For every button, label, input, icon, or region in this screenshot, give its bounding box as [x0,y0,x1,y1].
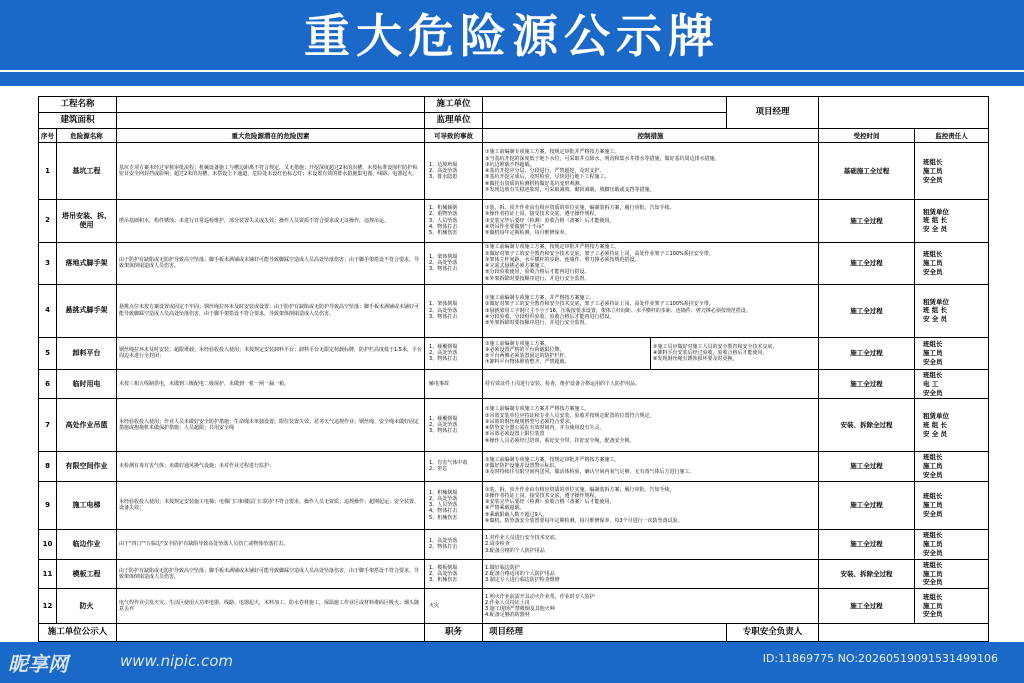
text-line: ④严禁乘载超载。 [485,505,525,512]
row-control [483,337,819,369]
announcer-value [117,623,425,641]
text-line: ④分段验收，分段组织验收，验收合格后才能再进行搭设。 [485,313,615,320]
text-line: ③悬挑梁用工字钢尺寸不小于16，压板按要求设置，架体立杆间距、水平横杆的步距、连墙件、剪刀撑必须按规范搭设。 [485,307,751,314]
text-line: 安全员 [923,578,943,587]
text-line: 施工员 [923,601,943,610]
row-accident [425,452,483,482]
row-control-time: 安装、拆除全过程 [819,559,915,589]
text-line: 租赁单位 [923,412,950,421]
text-line: 1.对作业人员进行安全技术交底。 [485,535,560,542]
col-time: 受控时间 [819,129,915,143]
text-line: ④完需式悬挑必须方案施工。 [485,263,550,270]
text-line: ③安装完毕后要经（检测）验收合格（备案）后才能使用。 [485,217,615,224]
signature-row [39,623,989,641]
text-line: 3、物体打击 [429,356,458,363]
row-seq: 3 [39,242,57,284]
text-line: ②吊篮安装单位应持证和专业人员安装、验收并按规定配置的位置符合规定。 [485,412,655,419]
text-line: 2、高处坠落 [429,570,458,577]
text-line: 班 组 长 [923,216,948,225]
text-line: ③坑边堆载不得超载。 [485,161,535,168]
text-line: 施工员 [923,166,943,175]
row-accident [425,284,483,337]
text-line: ⑥做机、防坠落安全装置要每年定期检测，每月维修保养，每3个月进行一次防坠落试验。 [485,517,683,524]
row-supervisor [915,284,989,337]
row-control-time: 基础施工全过程 [819,143,915,200]
row-supervisor [915,337,989,369]
construction-unit-value [483,97,727,113]
watermark-url: www.nipic.com [120,652,234,670]
text-line: ①施工前编制专项施工方案并严格按方案施工。 [485,406,590,413]
row-hazard: 未检测有毒有害气体；未做好通风换气设施；未对作业过程进行监护； [117,452,425,482]
supervision-unit-value [483,113,727,129]
row-supervisor [915,369,989,399]
text-line: 租赁单位 [923,297,950,306]
text-line: 安全员 [923,388,943,397]
row-accident [425,481,483,530]
row-accident [425,559,483,589]
row-supervisor [915,200,989,242]
text-line: 2、重物坠落 [429,211,458,218]
row-control-time: 施工全过程 [819,369,915,399]
col-supervisor: 监控责任人 [915,129,989,143]
hazard-table [38,96,989,642]
text-line: 2、物体打击 [429,544,458,551]
text-line: 3.制定专人进行临边防护检查维修 [485,577,560,584]
text-line: ②施工员应做好对施工人员的安全教育和安全技术交底。 [653,343,778,350]
row-source-name: 落地式脚手架 [57,242,117,284]
text-line: 租赁单位 [923,207,950,216]
row-accident [425,399,483,452]
col-source-name: 危险源名称 [57,129,117,143]
text-line: 1、倾覆倒塌 [429,343,458,350]
text-line: 1、边坡坍塌 [429,161,458,168]
col-control: 控制措施 [483,129,819,143]
text-line: ②做好对架子工的安全教育和安全技术交底，架子工必须持证上岗，高处作业架子工100%系挂安全带。 [485,250,714,257]
text-line: 班组长 [923,453,943,462]
text-line: ⑤乘载限载人数不超过9人。 [485,511,548,518]
text-line: 1.明火作业前需开具动火作业票，作业时专人监护 [485,593,595,600]
row-control [483,559,819,589]
project-manager-label: 项目经理 [727,97,819,129]
text-line: 安全员 [923,357,943,366]
row-seq: 2 [39,200,57,242]
text-line: ③必须设置严格的平台荷载限位牌。 [485,346,565,353]
text-line: 2.周步检查 [485,541,510,548]
text-line: 施工员 [923,348,943,357]
text-line: 3、机械伤害 [429,577,458,584]
col-seq: 序号 [39,129,57,143]
row-control-time: 施工全过程 [819,337,915,369]
row-source-name: 高处作业吊篮 [57,399,117,452]
text-line: 2、高处坠落 [429,495,458,502]
area-label: 建筑面积 [39,113,117,129]
text-line: ②做好对架子工的安全教育和安全技术交底，架子工必须持证上岗，高处作业架子工100%系挂安全带。 [485,301,714,308]
row-control-time: 施工全过程 [819,200,915,242]
row-hazard: 由于防护有缺陷或无防护导致高空坠落；脚手板未满铺或未铺好可能导致脚踩空造成人员高处坠落伤害；由于脚手架搭设不符合要求，导致架体倒塌造成人员伤害。 [117,242,425,284]
text-line: 3.配备合格的个人防护用品 [485,547,545,554]
row-control [483,284,819,337]
text-line: 安全员 [923,509,943,518]
text-line: ②当基坑开挖的深度低于地下水位，可采取井点降水，明沟和集水井排水等措施，做好基坑周边排水措施。 [485,155,720,162]
hazard-row [39,242,989,284]
text-line: 4、物体打击 [429,508,458,515]
row-accident [425,530,483,560]
row-seq: 8 [39,452,57,482]
row-seq: 11 [39,559,57,589]
supervision-unit-label: 监理单位 [425,113,483,129]
hazard-row [39,559,989,589]
row-supervisor [915,589,989,623]
row-control [483,242,819,284]
row-accident [425,200,483,242]
column-header-row [39,129,989,143]
text-line: ②操作者持证上岗，接受技术交底，遵守操作规程。 [485,492,600,499]
row-control [483,589,819,623]
row-control-time: 施工全过程 [819,481,915,530]
safety-officer-value [819,623,989,641]
row-control [483,200,819,242]
watermark-id: ID:11869775 NO:20260519091531499106 [762,652,998,665]
hazard-row [39,143,989,200]
text-line: ③安装完毕后要经（检测）验收合格（备案）后才能使用。 [485,499,615,506]
row-hazard: 未经验收投入使用；未按规定安装施工电梯；电梯门口和楼层门口防护不符合要求，操作人员无资质；违规操作；超期起运；安全装置、设备失效； [117,481,425,530]
row-hazard: 由于防护有缺陷或无防护导致高空坠落；脚手板未满铺或未铺好可能导致脚踩空造成人员高处坠落伤害，由于脚手架搭设不符合要求，导致架体倒塌造成人员伤害。 [117,559,425,589]
hazard-row [39,481,989,530]
row-hazard: 基坑专项方案未经过审核审批流程；机械设备施工与槽边距离不符合规定，又无措施；开挖深度超过2米的沟槽，未按标准设围栏防护和密目安全网封挡或影响；超过2米的沟槽，未搭设上下通道，危险处未设红色标志灯；未设置有效的排水措施集电器，线路、电器起火。 [117,143,425,200]
row-hazard: 悬挑点位未按方案设置或固定不牢固；钢丝绳拉环未及时安装或设置；由于防护有缺陷或无防护导致高空坠落；脚手板未满铺或未铺好可能导致脚踩空造成人员高处坠落伤害，由于脚手架搭设不符合要求，导致架体倒塌造成人员伤害。 [117,284,425,337]
text-line: 班 组 长 [923,420,948,429]
row-hazard: 电气焊作业引发火灾、生活区使用大功率电器，线路、电器起火，木料加工、防水卷材施工，保温施工作业区或材料堆码区吸火；烟头随意丢弃 [117,589,425,623]
text-line: 2、高处坠落 [429,307,458,314]
row-hazard: 未经验收投入使用；作业人员未做好安全防护措施；生命绳未单独设置；限位装置失效；恶劣天气违规作业；钢丝绳、安全绳未做好固定措施或抱拖机未做保护措施；人员超限；共用安全绳 [117,399,425,452]
text-line: ①施工前编制专项施工方案，按规定审批并严格按方案施工。 [485,456,620,463]
row-source-name: 悬挑式脚手架 [57,284,117,337]
text-line: 2、窒息 [429,466,448,473]
project-manager-value [819,97,989,129]
text-line: 施工员 [923,461,943,470]
header-divider [0,70,1024,72]
col-accident: 可导致的事故 [425,129,483,143]
text-line: 火灾 [429,602,440,609]
row-supervisor [915,452,989,482]
row-source-name: 临时用电 [57,369,117,399]
text-line: ①施工前编制专项施工方案。 [485,340,550,347]
row-seq: 9 [39,481,57,530]
text-line: 班组长 [923,560,943,569]
row-seq: 5 [39,337,57,369]
hazard-row [39,369,989,399]
text-line: 3、人员坠落 [429,217,458,224]
hazard-row [39,200,989,242]
text-line: 2、高处坠落 [429,168,458,175]
row-source-name: 模板工程 [57,559,117,589]
text-line: 施工员 [923,540,943,549]
text-line: 3、物体打击 [429,313,458,320]
row-seq: 12 [39,589,57,623]
row-accident [425,337,483,369]
text-line: 1、模板倒塌 [429,564,458,571]
text-line: 2、高处坠落 [429,422,458,429]
text-line: 班 组 长 [923,306,948,315]
safety-officer-label: 专职安全负责人 [727,623,819,641]
row-supervisor [915,559,989,589]
text-line: 安 全 员 [923,315,948,324]
row-control [483,530,819,560]
announcer-label: 施工单位公示人 [39,623,117,641]
row-seq: 1 [39,143,57,200]
text-line: 安全员 [923,548,943,557]
area-value [117,113,425,129]
text-line: 班组长 [923,371,943,379]
control-split [483,338,818,369]
text-line: 2.作业人员持证上岗 [485,599,530,606]
text-line: ⑤做机每年定期检测，每月维修保养。 [485,230,570,237]
row-control-time: 安装、拆除全过程 [819,399,915,452]
project-name-value [117,97,425,113]
text-line: ⑥发现钢丝绳有锈蚀损坏要及时更换。 [653,356,738,363]
text-line: 3、物体打击 [429,428,458,435]
text-line: 触电事故 [429,381,450,388]
row-seq: 6 [39,369,57,399]
hazard-row [39,337,989,369]
text-line: 5、机械伤害 [429,230,458,237]
row-source-name: 基坑工程 [57,143,117,200]
row-hazard: 塔吊基础积水，构件锈蚀；未进行日常巡检维护，部分装置失灵或失效；操作人员资质不符合要求或无证操作，违规吊运。 [117,200,425,242]
hazard-row [39,399,989,452]
text-line: 1、架体倒塌 [429,301,458,308]
hazard-board [38,96,988,642]
text-line: ⑥操作人员必须经过培训，系好安全带，挂好安全绳，配备安全锁。 [485,437,635,444]
text-line: 班组长 [923,492,943,501]
hazard-row [39,589,989,623]
text-line: 3.施工现场严禁吸烟及其他火种 [485,606,555,613]
text-line: ⑤外架拆除时要按顺序进行，并进行安全监督。 [485,320,590,327]
text-line: 1.做好临边防护 [485,564,520,571]
row-source-name: 塔吊安装、拆、使用 [57,200,117,242]
text-line: ②操作者持证上岗，接受技术交底，遵守操作规程。 [485,211,600,218]
row-source-name: 施工电梯 [57,481,117,530]
text-line: 施工员 [923,569,943,578]
text-line: 班组长 [923,592,943,601]
row-accident [425,369,483,399]
text-line: 4、物体打击 [429,223,458,230]
text-line: 1、机械倒塌 [429,489,458,496]
text-line: ①施工前编制专项施工方案，按规定审批并严格按方案施工。 [485,149,620,156]
text-line: 班组长 [923,158,943,167]
text-line: ③架体立杆间距、水平横杆的步距、连墙件、剪刀撑必须按规范搭设。 [485,256,640,263]
text-line: 4.配备足够消防器材 [485,612,530,619]
text-line: 安全员 [923,610,943,619]
row-source-name: 有限空间作业 [57,452,117,482]
row-seq: 10 [39,530,57,560]
row-control [483,452,819,482]
text-line: 安全员 [923,175,943,184]
control-right [650,338,818,369]
construction-unit-label: 施工单位 [425,97,483,113]
hazard-row [39,284,989,337]
row-control-time: 施工全过程 [819,452,915,482]
row-supervisor [915,242,989,284]
text-line: ①装、拆、顶升作业由有相应资质的单位实施，编制装拆方案，履行审批、告知手续。 [485,205,675,212]
text-line: 施工员 [923,500,943,509]
row-control [483,143,819,200]
row-accident [425,242,483,284]
text-line: 安全员 [923,267,943,276]
text-line: ②做好防护设施并设置警示标识。 [485,463,560,470]
text-line: ③吊篮的钢丝绳规格型号必须符合要求。 [485,418,575,425]
row-control-time: 施工全过程 [819,284,915,337]
text-line: ⑤吊篮必须设置上限位装置 [485,431,545,438]
row-control [483,369,819,399]
control-left [483,338,650,369]
row-supervisor [915,481,989,530]
manager-label: 项目经理 [483,623,727,641]
row-accident [425,143,483,200]
row-seq: 7 [39,399,57,452]
text-line: ④防坠安全器公需在有效时间内，并有使用没有失灵。 [485,425,605,432]
text-line: 1、高处坠落 [429,538,458,545]
text-line: 电 工 [923,379,939,388]
text-line: 班组长 [923,340,943,349]
text-line: 施工员 [923,258,943,267]
text-line: ④塔吊作业要做到"十不吊" [485,223,545,230]
text-line: ③及时持续往有限空间内送风，做活体检验，确认空间内氧气足够，无有毒气体后方进行施工。 [485,469,695,476]
row-seq: 4 [39,284,57,337]
text-line: ⑤分段验收使用，验收合格后才能再进行搭设。 [485,269,590,276]
page-title: 重大危险源公示牌 [304,9,720,63]
hazard-row [39,530,989,560]
text-line: 2、高处坠落 [429,260,458,267]
row-hazard: 钢丝绳拉环未及时安装；超限堆载；未经验收投入使用；未按规定安装卸料平台；卸料平台无限定荷载标牌，防护栏高度低于1.5米，平台周边未进行全封闭； [117,337,425,369]
text-line: 1、有害气体中毒 [429,460,468,467]
text-line: ⑥做托有资质的检测机构做好基坑变形观测。 [485,180,585,187]
watermark-logo: 昵享网 [8,652,68,676]
text-line: 3、物体打击 [429,266,458,273]
text-line: ①施工前编制专项施工方案，并严格按方案施工。 [485,295,595,302]
text-line: ①施工前编制专项施工方案，按规定审批并严格按方案施工。 [485,244,620,251]
text-line: ⑥外架拆除时要按顺序进行，并进行安全监督。 [485,275,590,282]
text-line: ⑤基坑开挖完成后，及时检验，尽快进行地下工程施工。 [485,174,610,181]
text-line: 安 全 员 [923,225,948,234]
text-line: 3、排水隐患 [429,174,458,181]
row-accident [425,589,483,623]
text-line: 班组长 [923,250,943,259]
text-line: 1、倾覆倒塌 [429,415,458,422]
text-line: ⑦发现边坡有失稳迹象时，可采取减坡、砌顶减载、坡脚压载或支挡等措施。 [485,186,655,193]
text-line: ⑦卸料平台物体堆放整齐，严禁超载。 [485,359,570,366]
row-source-name: 防火 [57,589,117,623]
row-hazard: 未按三相五线制供电，未做到三级配电二级保护，未做到一机一闸一漏一箱。 [117,369,425,399]
text-line: 2.配备合格适用的个人防护用品 [485,570,555,577]
row-control [483,481,819,530]
row-control-time: 施工全过程 [819,242,915,284]
text-line: 班组长 [923,531,943,540]
row-supervisor [915,530,989,560]
col-hazard: 重大危险源潜在的危险因素 [117,129,425,143]
text-line: 安全员 [923,470,943,479]
text-line: ①装、拆、顶升作业由有相应资质的单位实施，编制装拆方案，履行审批、告知手续。 [485,486,675,493]
duty-label: 职务 [425,623,483,641]
text-line: 3、人员坠落 [429,502,458,509]
row-source-name: 卸料平台 [57,337,117,369]
text-line: ④卸料平台安装后经过验收，验收合格后才能使用。 [653,350,768,357]
text-line: 安 全 员 [923,429,948,438]
text-line: ④基坑开挖应分层、分段进行，严禁超挖，及时支护。 [485,168,605,175]
row-supervisor [915,143,989,200]
text-line: 1、机械倾倒 [429,205,458,212]
text-line: 2、高处坠落 [429,350,458,357]
text-line: 1、架体倒塌 [429,253,458,260]
text-line: 持有效证件上岗进行安装、检查，维护设备合格运用的个人防护用品。 [485,381,641,388]
hazard-row [39,452,989,482]
row-control-time: 施工全过程 [819,589,915,623]
row-supervisor [915,399,989,452]
project-name-label: 工程名称 [39,97,117,113]
text-line: 5、机械伤害 [429,514,458,521]
row-control [483,399,819,452]
info-row-1 [39,97,989,113]
row-control-time: 施工全过程 [819,530,915,560]
row-source-name: 临边作业 [57,530,117,560]
text-line: ⑤平台两侧必须装置固定的防护栏杆。 [485,353,570,360]
row-hazard: 由于"四口""五临边"安全防护有缺陷导致高处坠落人员伤亡或物体坠落打击。 [117,530,425,560]
